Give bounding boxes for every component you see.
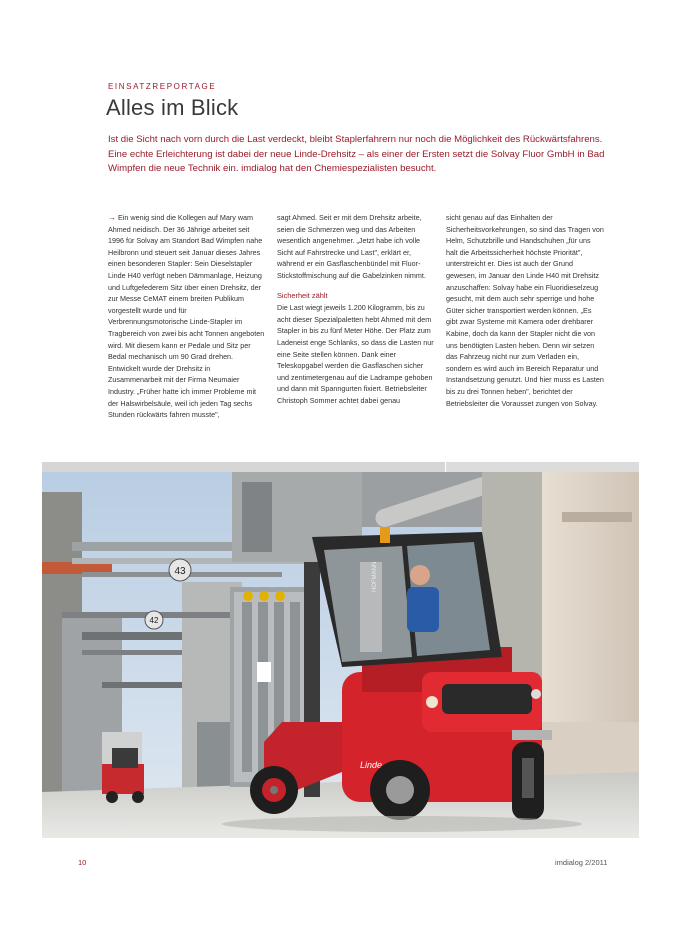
column-3-paragraph: sicht genau auf das Einhalten der Sicherheitsvorkehrungen, so sind das Tragen von Helm, Schutzbrille und Handschuhen „für uns halt die Arbeitssicherheit höchste Priorität", unterstreicht er. Dies ist auch der Grund gewesen, im Januar den Linde H40 mit Drehsitz anzuschaffen: Solvay habe ein Fluoridieselzeug gesucht, mit dem auch sehr sperrige und hohe Güter sicher transportiert werden können. „Es gibt zwar Systeme mit Kamera oder drehbarer Kabine, doch da kann der Stapler nicht die von uns benötigten Lasten heben. Denn wir setzen das Fahrzeug nicht nur zum Verladen ein, sondern es wird auch im Bereich Reparatur und Instandsetzung genutzt. Und hier muss es Lasten bis zu drei Tonnen heben", berichtet der Betriebsleiter die Vorausset zungen von Solvay. — [446, 213, 604, 408]
column-1-text: Ein wenig sind die Kollegen auf Mary wam Ahmed neidisch. Der 36 Jährige arbeitet seit 1996 für Solvay am Standort Bad Wimpfen nahe Heilbronn und steuert seit Januar dieses Jahres einen besonderen Stapler: Sein Dieselstapler Linde H40 verfügt neben Dämmanlage, Heizung und Luftgefederem Sitz über einen Drehsitz, der zur Messe CeMAT einem breiten Publikum vorgestellt wurde und für Verbrennungsmotorische Linde-Stapler im Tragbereich von zwei bis acht Tonnen angeboten wird. Mit diesem kann er Pedale und Sitz per Bedal mechanisch um 90 Grad drehen. Entwickelt wurde der Drehsitz in Zusammenarbeit mit der Firma Neumaier Industry. „Früher hatte ich immer Probleme mit der Halswirbelsäule, weil ich jeden Tag sechs Stunden rückwärts fahren musste", — [108, 213, 265, 420]
column-2-paragraph-b: Die Last wiegt jeweils 1.200 Kilogramm, bis zu acht dieser Spezialpaletten hebt Ahmed mit dem Stapler in bis zu fünf Meter Höhe. Der Platz zum Ladeneist enge Schlanks, so dass die Lasten nur eine Seite stellen können. Dank einer Teleskopgabel werden die Gasflaschen sicher und zentimetergenau auf die Ladrampe gehoben und dann mit Spanngurten fixiert. Betriebsleiter Christoph Sommer achtet dabei genau — [277, 303, 434, 405]
forklift-photo — [42, 472, 639, 838]
pipe-sign-42: 42 — [149, 616, 159, 625]
divider-band-right — [446, 462, 639, 472]
column-2-subhead: Sicherheit zählt — [277, 290, 328, 300]
page-number: 10 — [78, 858, 87, 867]
column-2-paragraph-a: sagt Ahmed. Seit er mit dem Drehsitz arbeite, seien die Schmerzen weg und das Arbeiten wesentlich angenehmer. „Jetzt habe ich volle Sicht auf Fahrstrecke und Last", erklärt er, während er ein Gasflaschenbündel mit Fluor-Stickstoffmischung auf die Gabelzinken nimmt. — [277, 213, 426, 280]
divider-band-left — [42, 462, 445, 472]
arrow-icon: → — [108, 213, 116, 222]
text-column-2 — [277, 212, 435, 407]
article-title: Alles im Blick — [106, 95, 239, 120]
magazine-name: imdialog 2/2011 — [555, 858, 608, 867]
text-column-3 — [446, 212, 604, 409]
kicker: EINSATZREPORTAGE — [108, 82, 217, 91]
brand-logo: Linde — [360, 760, 383, 770]
pipe-sign-43: 43 — [174, 566, 186, 577]
cab-label: HOFMANN — [372, 561, 378, 592]
article-lead: Ist die Sicht nach vorn durch die Last verdeckt, bleibt Staplerfahrern nur noch die Möglichkeit des Rückwärtsfahrens. Eine echte Erleichterung ist dabei der neue Linde-Drehsitz – als einer der Ersten setzt die Solvay Fluor GmbH in Bad Wimpfen die neue Technik ein. imdialog hat den Chemiespezialisten besucht. — [108, 134, 605, 174]
text-column-1 — [108, 212, 266, 421]
column-1-paragraph — [108, 212, 266, 421]
